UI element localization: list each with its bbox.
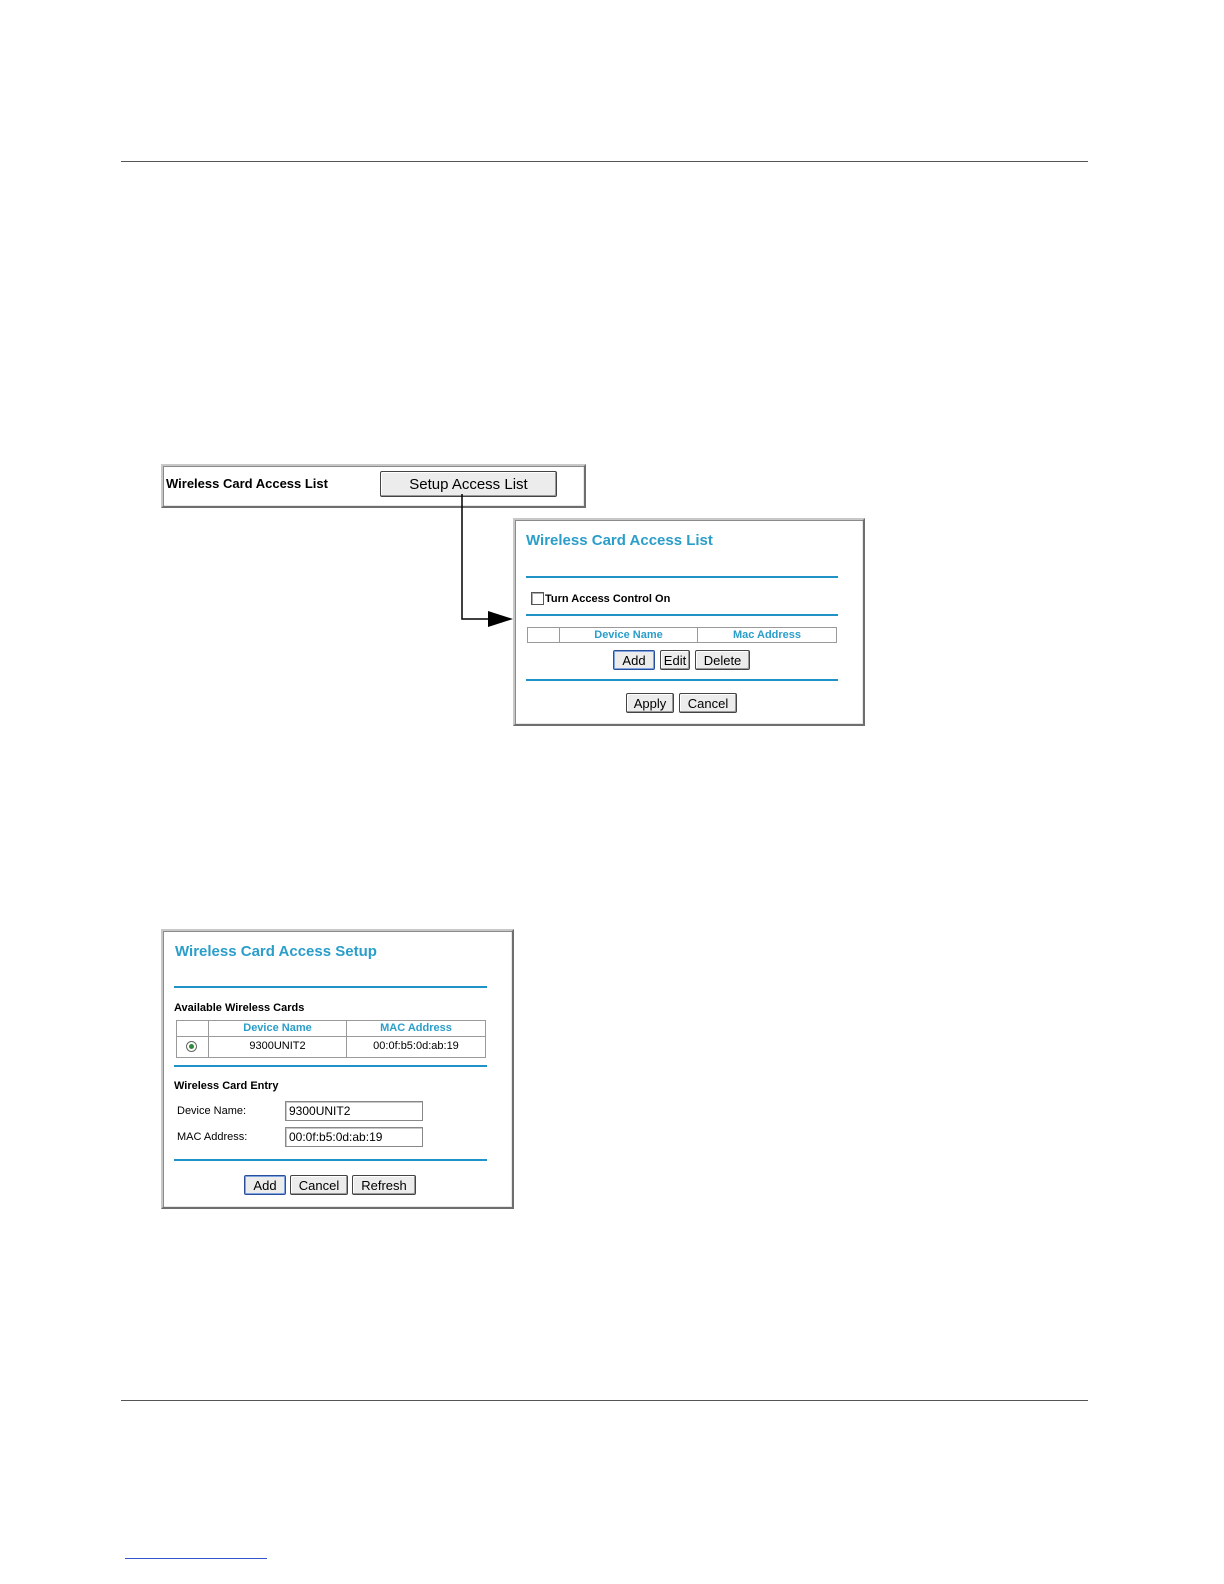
footer-rule (121, 1400, 1088, 1401)
column-header-mac-address: MAC Address (380, 1022, 452, 1034)
access-list-divider-3 (526, 679, 838, 681)
access-list-divider-2 (526, 614, 838, 616)
footer-link-underline (125, 1558, 267, 1559)
access-list-table-header (527, 627, 837, 643)
apply-button[interactable]: Apply (626, 693, 674, 713)
access-setup-divider-1 (174, 986, 487, 988)
column-header-device-name: Device Name (594, 629, 663, 641)
add-card-button[interactable]: Add (244, 1175, 286, 1195)
available-cards-heading: Available Wireless Cards (174, 1002, 305, 1014)
setup-access-list-button[interactable]: Setup Access List (380, 471, 557, 497)
add-button[interactable]: Add (613, 650, 655, 670)
access-control-checkbox[interactable] (531, 592, 544, 605)
radio-dot (189, 1044, 194, 1049)
access-setup-divider-2 (174, 1065, 487, 1067)
column-header-mac-address: Mac Address (732, 629, 802, 641)
available-cards-table (176, 1020, 486, 1058)
access-setup-divider-3 (174, 1159, 487, 1161)
device-name-field[interactable] (285, 1101, 423, 1121)
setup-access-bar (161, 464, 586, 508)
device-name-label: Device Name: (177, 1105, 247, 1117)
header-rule (121, 161, 1088, 162)
access-setup-panel (161, 929, 514, 1209)
wireless-card-entry-heading: Wireless Card Entry (174, 1080, 279, 1092)
access-list-divider-1 (526, 576, 838, 578)
radio-button-selected[interactable] (186, 1041, 197, 1052)
edit-button[interactable]: Edit (660, 650, 690, 670)
access-setup-title: Wireless Card Access Setup (175, 943, 377, 960)
mac-address-field[interactable] (285, 1127, 423, 1147)
delete-button[interactable]: Delete (695, 650, 750, 670)
access-list-panel (513, 518, 865, 726)
column-header-device-name: Device Name (243, 1022, 312, 1034)
mac-address-label: MAC Address: (177, 1131, 248, 1143)
refresh-button[interactable]: Refresh (352, 1175, 416, 1195)
cancel-card-button[interactable]: Cancel (290, 1175, 348, 1195)
row-divider (177, 1036, 485, 1037)
row-mac-address: 00:0f:b5:0d:ab:19 (373, 1040, 459, 1052)
cancel-button[interactable]: Cancel (679, 693, 737, 713)
row-device-name: 9300UNIT2 (249, 1040, 306, 1052)
access-list-title: Wireless Card Access List (526, 532, 713, 549)
access-control-label: Turn Access Control On (545, 593, 671, 605)
setup-bar-label: Wireless Card Access List (166, 476, 328, 491)
